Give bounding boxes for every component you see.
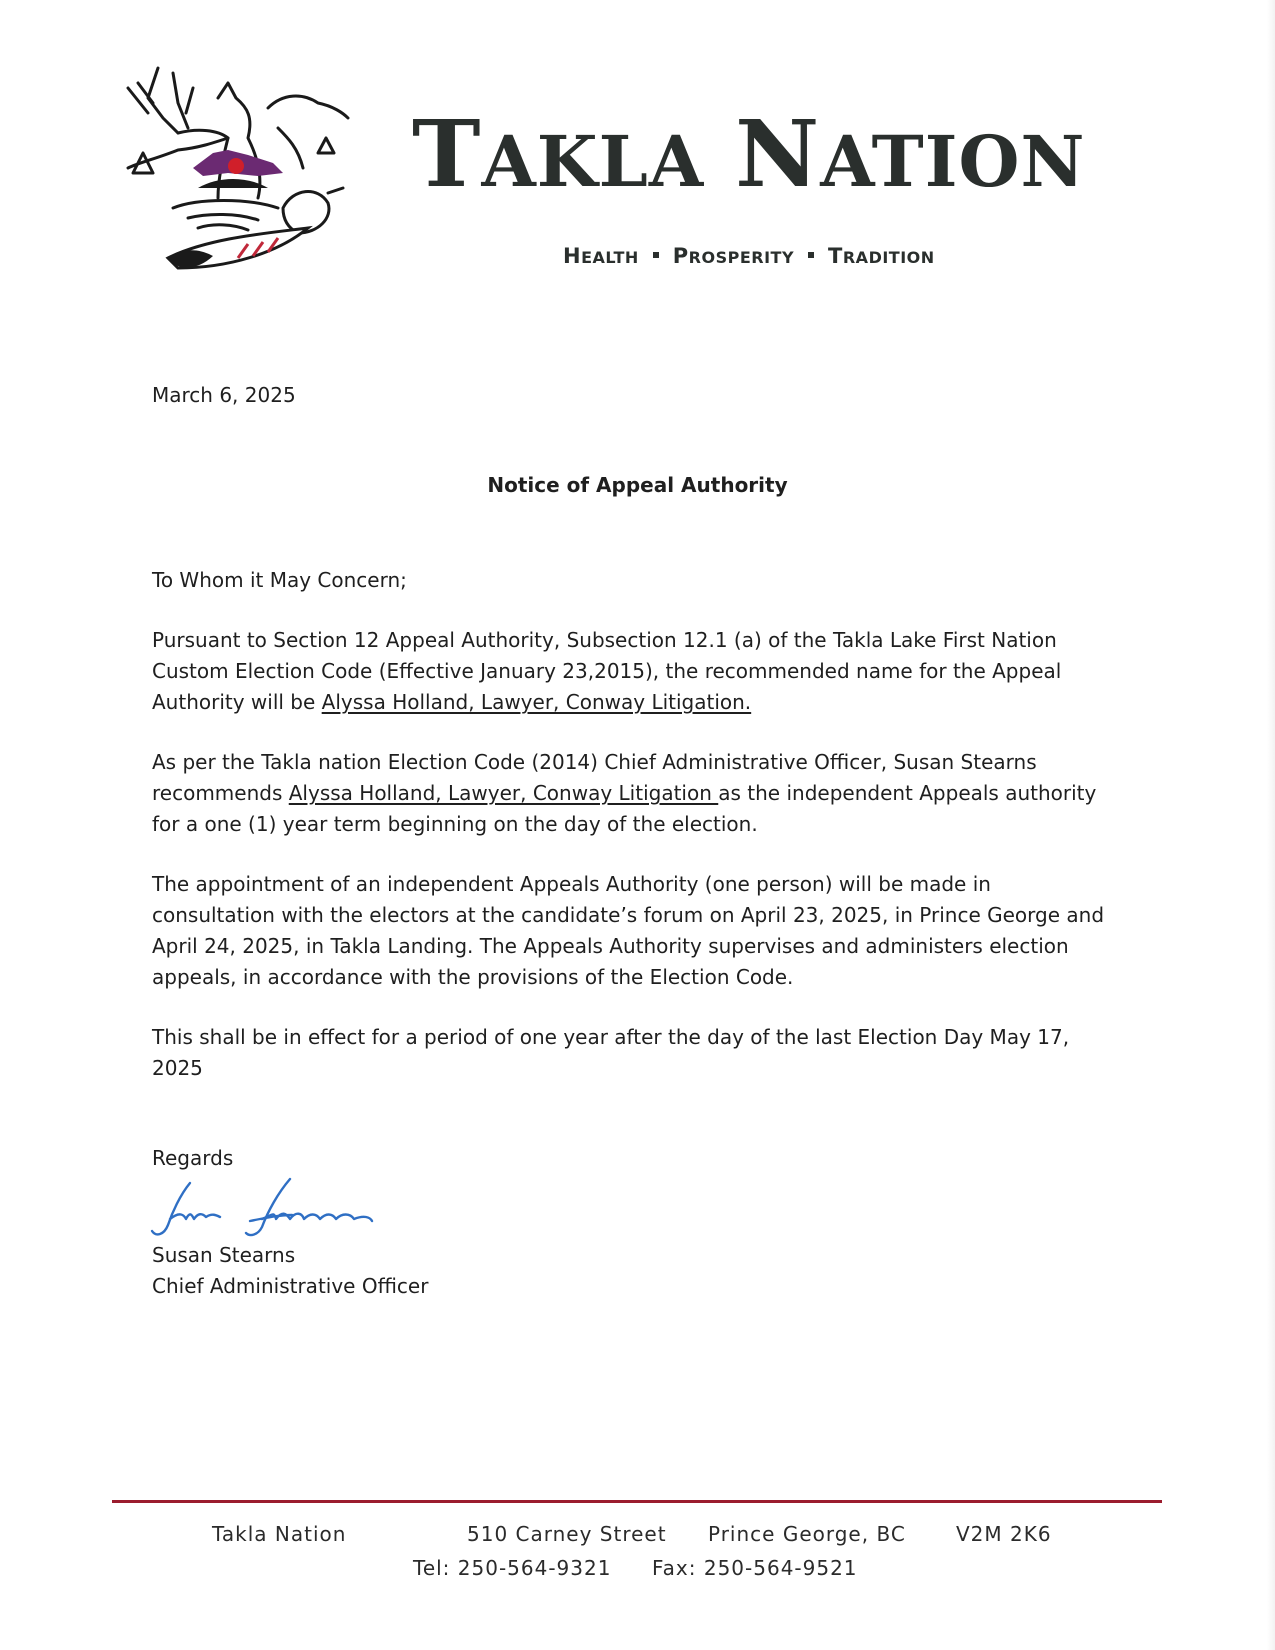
org-name-first: TAKLA: [412, 100, 705, 208]
paragraph-text: as the independent Appeals authority for a one (1) year term beginning on the day of the election.: [152, 781, 1097, 836]
paragraph-cao-recommendation: [152, 747, 1112, 840]
page-edge-shadow: [1267, 0, 1275, 1650]
letter-heading: Notice of Appeal Authority: [487, 473, 788, 497]
footer-org: Takla Nation: [212, 1522, 347, 1546]
organization-name: [412, 100, 1172, 208]
tagline-health: HEALTH: [563, 244, 639, 268]
handwritten-signature-icon: [150, 1175, 410, 1245]
footer-city: Prince George, BC: [708, 1522, 906, 1546]
paragraph-appeal-authority-recommendation: [152, 625, 1112, 718]
paragraph-appointment-consultation: The appointment of an independent Appeals Authority (one person) will be made in consultation with the electors at the candidate’s forum on April 23, 2025, in Prince George and April 24, 2025, in Takla Landing. The Appeals Authority supervises and administers election appeals, in accordance with the provisions of the Election Code.: [152, 872, 1105, 989]
separator-dot-icon: [808, 252, 814, 258]
footer-telephone: Tel: 250-564-9321: [413, 1556, 612, 1580]
footer-postal-code: V2M 2K6: [956, 1522, 1052, 1546]
appointee-name: Alyssa Holland, Lawyer, Conway Litigation.: [321, 690, 752, 714]
paragraph-effective-period: This shall be in effect for a period of one year after the day of the last Election Day May 17, 2025: [152, 1025, 1070, 1080]
paragraph-text: Pursuant to Section 12 Appeal Authority, Subsection 12.1 (a) of the Takla Lake First Nation Custom Election Code (Effective January 23,2015), the recommended name for the Appeal Authority will be: [152, 628, 1062, 714]
closing: Regards: [152, 1146, 234, 1170]
separator-dot-icon: [653, 252, 659, 258]
footer-street: 510 Carney Street: [467, 1522, 667, 1546]
org-name-second: NATION: [735, 100, 1086, 208]
letter-greeting: To Whom it May Concern;: [152, 568, 407, 592]
signer-name: Susan Stearns: [152, 1243, 296, 1267]
footer-divider: [112, 1500, 1162, 1503]
paragraph-text: As per the Takla nation Election Code (2014) Chief Administrative Officer, Susan Stearns recommends: [152, 750, 1037, 805]
takla-nation-emblem-icon: [118, 58, 350, 284]
appointee-name: Alyssa Holland, Lawyer, Conway Litigation: [288, 781, 719, 805]
tagline: [563, 244, 935, 268]
footer-fax: Fax: 250-564-9521: [652, 1556, 858, 1580]
tagline-prosperity: PROSPERITY: [672, 244, 795, 268]
tagline-tradition: TRADITION: [828, 244, 935, 268]
letter-date: March 6, 2025: [152, 383, 296, 407]
signer-block: [152, 1240, 428, 1302]
signer-title: Chief Administrative Officer: [152, 1274, 429, 1298]
